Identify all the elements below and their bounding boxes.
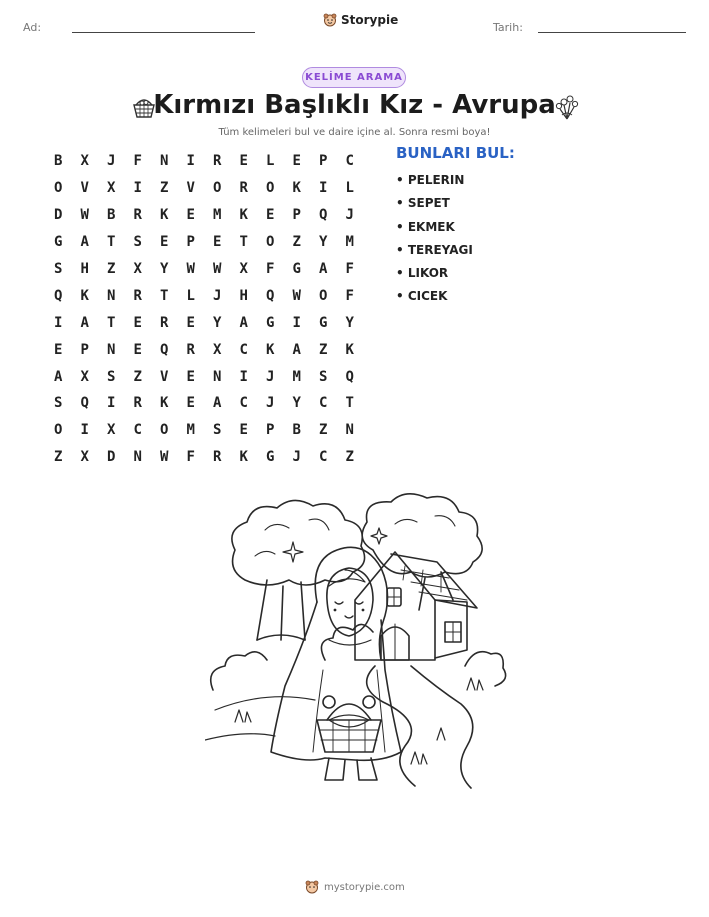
grid-letter[interactable]: H xyxy=(80,261,89,277)
grid-letter[interactable]: C xyxy=(319,395,328,412)
grid-letter[interactable]: R xyxy=(133,207,142,224)
grid-letter[interactable]: K xyxy=(80,287,89,304)
grid-letter[interactable]: X xyxy=(239,261,248,277)
grid-letter[interactable]: G xyxy=(292,261,301,277)
word-list xyxy=(396,171,473,311)
grid-letter[interactable]: J xyxy=(213,287,222,304)
grid-letter[interactable]: I xyxy=(186,153,195,170)
grid-letter[interactable]: N xyxy=(160,153,169,170)
grid-letter[interactable]: C xyxy=(133,422,142,439)
grid-letter[interactable]: T xyxy=(107,234,116,251)
tree-left-canopy xyxy=(232,500,365,585)
grid-letter[interactable]: E xyxy=(133,314,142,331)
grid-letter[interactable]: C xyxy=(239,341,248,358)
grid-letter[interactable]: J xyxy=(266,395,275,412)
grid-letter[interactable]: A xyxy=(80,234,89,251)
grid-letter[interactable]: R xyxy=(186,341,195,358)
grid-letter[interactable]: S xyxy=(54,261,63,277)
grid-letter[interactable]: A xyxy=(292,341,301,358)
grid-letter[interactable]: C xyxy=(345,153,354,170)
grid-letter[interactable]: I xyxy=(292,314,301,331)
grid-letter[interactable]: V xyxy=(80,180,89,197)
grid-letter[interactable]: Q xyxy=(160,341,169,358)
grid-letter[interactable]: S xyxy=(107,368,116,385)
grid-letter[interactable]: J xyxy=(266,368,275,385)
grid-letter[interactable]: Z xyxy=(345,449,354,466)
grid-letter[interactable]: N xyxy=(213,368,222,385)
grid-letter[interactable]: L xyxy=(345,180,354,197)
grid-letter[interactable]: T xyxy=(107,314,116,331)
grid-letter[interactable]: M xyxy=(345,234,354,251)
word-list-title: BUNLARI BUL: xyxy=(396,144,515,162)
grid-letter[interactable]: E xyxy=(54,341,63,358)
grid-letter[interactable]: V xyxy=(186,180,195,197)
grid-letter[interactable]: R xyxy=(213,153,222,170)
grid-letter[interactable]: A xyxy=(80,314,89,331)
grid-letter[interactable]: Y xyxy=(213,314,222,331)
grid-letter[interactable]: J xyxy=(345,207,354,224)
grid-letter[interactable]: X xyxy=(133,261,142,277)
grid-letter[interactable]: I xyxy=(54,314,63,331)
grid-letter[interactable]: Y xyxy=(345,314,354,331)
grid-letter[interactable]: M xyxy=(292,368,301,385)
grid-letter[interactable]: D xyxy=(54,207,63,224)
activity-badge: KELİME ARAMA xyxy=(302,67,406,88)
grid-letter[interactable]: A xyxy=(239,314,248,331)
grid-letter[interactable]: I xyxy=(107,395,116,412)
grid-letter[interactable]: R xyxy=(239,180,248,197)
storypie-logo-icon xyxy=(323,13,337,27)
grid-letter[interactable]: L xyxy=(266,153,275,170)
flowers-icon xyxy=(552,91,582,121)
grid-letter[interactable]: V xyxy=(160,368,169,385)
grid-letter[interactable]: E xyxy=(213,234,222,251)
footer xyxy=(305,880,405,894)
grid-letter[interactable]: K xyxy=(292,180,301,197)
grid-letter[interactable]: O xyxy=(213,180,222,197)
grid-letter[interactable]: N xyxy=(345,422,354,439)
grid-letter[interactable]: A xyxy=(213,395,222,412)
grid-letter[interactable]: X xyxy=(80,153,89,170)
grid-letter[interactable]: S xyxy=(54,395,63,412)
grid-letter[interactable]: R xyxy=(160,314,169,331)
word-search-grid xyxy=(45,148,363,471)
word-list-item: • SEPET xyxy=(396,196,450,211)
grid-letter[interactable]: S xyxy=(133,234,142,251)
grid-letter[interactable]: A xyxy=(319,261,328,277)
grid-letter[interactable]: G xyxy=(266,314,275,331)
grid-letter[interactable]: R xyxy=(133,287,142,304)
grid-letter[interactable]: M xyxy=(186,422,195,439)
grid-letter[interactable]: I xyxy=(133,180,142,197)
grid-letter[interactable]: K xyxy=(266,341,275,358)
grid-letter[interactable]: W xyxy=(160,449,169,466)
grid-letter[interactable]: S xyxy=(319,368,328,385)
little-red-riding-hood-coloring-illustration xyxy=(205,490,515,790)
grid-letter[interactable]: P xyxy=(186,234,195,251)
grid-letter[interactable]: F xyxy=(345,261,354,277)
grid-letter[interactable]: X xyxy=(107,422,116,439)
grid-letter[interactable]: F xyxy=(266,261,275,277)
grid-letter[interactable]: E xyxy=(239,422,248,439)
grid-letter[interactable]: P xyxy=(80,341,89,358)
footer-url[interactable]: mystorypie.com xyxy=(324,881,405,893)
grid-letter[interactable]: E xyxy=(239,153,248,170)
word-list-item: • TEREYAGI xyxy=(396,242,473,257)
grid-letter[interactable]: Q xyxy=(266,287,275,304)
grid-letter[interactable]: K xyxy=(160,395,169,412)
grid-letter[interactable]: Y xyxy=(160,261,169,277)
instructions: Tüm kelimeleri bul ve daire içine al. Sonra resmi boya! xyxy=(218,127,491,138)
grid-letter[interactable]: I xyxy=(80,422,89,439)
grid-letter[interactable]: C xyxy=(239,395,248,412)
grid-letter[interactable]: B xyxy=(107,207,116,224)
grid-letter[interactable]: O xyxy=(319,287,328,304)
date-label: Tarih: xyxy=(493,21,523,34)
grid-letter[interactable]: I xyxy=(319,180,328,197)
grid-letter[interactable]: D xyxy=(107,449,116,466)
grid-letter[interactable]: G xyxy=(266,449,275,466)
grid-letter[interactable]: J xyxy=(292,449,301,466)
grid-letter[interactable]: S xyxy=(213,422,222,439)
grid-letter[interactable]: Z xyxy=(107,261,116,277)
grid-letter[interactable]: E xyxy=(186,368,195,385)
grid-letter[interactable]: Y xyxy=(292,395,301,412)
grid-letter[interactable]: Q xyxy=(345,368,354,385)
grid-letter[interactable]: K xyxy=(239,449,248,466)
grid-letter[interactable]: F xyxy=(186,449,195,466)
grid-letter[interactable]: R xyxy=(213,449,222,466)
grid-letter[interactable]: Z xyxy=(319,341,328,358)
grid-letter[interactable]: B xyxy=(292,422,301,439)
grid-letter[interactable]: E xyxy=(292,153,301,170)
grid-letter[interactable]: Z xyxy=(160,180,169,197)
word-list-item: • CICEK xyxy=(396,289,448,304)
word-list-item: • EKMEK xyxy=(396,219,455,234)
grid-letter[interactable]: P xyxy=(319,153,328,170)
grid-letter[interactable]: W xyxy=(292,287,301,304)
grid-letter[interactable]: X xyxy=(107,180,116,197)
grid-letter[interactable]: M xyxy=(213,207,222,224)
grid-letter[interactable]: K xyxy=(345,341,354,358)
grid-letter[interactable]: C xyxy=(319,449,328,466)
grid-letter[interactable]: E xyxy=(186,395,195,412)
grid-letter[interactable]: L xyxy=(186,287,195,304)
word-list-item: • LIKOR xyxy=(396,266,449,281)
grid-letter[interactable]: F xyxy=(345,287,354,304)
grid-letter[interactable]: Z xyxy=(54,449,63,466)
grid-letter[interactable]: O xyxy=(54,180,63,197)
grid-letter[interactable]: B xyxy=(54,153,63,170)
name-label: Ad: xyxy=(23,21,42,34)
storypie-footer-logo-icon xyxy=(305,880,319,894)
grid-letter[interactable]: O xyxy=(266,180,275,197)
grid-letter[interactable]: N xyxy=(107,341,116,358)
grid-letter[interactable]: N xyxy=(107,287,116,304)
grid-letter[interactable]: Z xyxy=(319,422,328,439)
grid-letter[interactable]: O xyxy=(160,422,169,439)
grid-letter[interactable]: E xyxy=(266,207,275,224)
grid-letter[interactable]: X xyxy=(80,449,89,466)
grid-letter[interactable]: G xyxy=(54,234,63,251)
brand xyxy=(323,13,398,27)
page-title: Kırmızı Başlıklı Kız - Avrupa xyxy=(153,90,556,120)
grid-letter[interactable]: K xyxy=(239,207,248,224)
grid-letter[interactable]: E xyxy=(186,207,195,224)
grid-letter[interactable]: X xyxy=(213,341,222,358)
grid-letter[interactable]: Z xyxy=(292,234,301,251)
grid-letter[interactable]: O xyxy=(54,422,63,439)
grid-letter[interactable]: F xyxy=(133,153,142,170)
grid-letter[interactable]: T xyxy=(345,395,354,412)
grid-letter[interactable]: W xyxy=(213,261,222,277)
grid-letter[interactable]: N xyxy=(133,449,142,466)
girl-hood xyxy=(315,547,387,660)
grid-letter[interactable]: E xyxy=(160,234,169,251)
name-line xyxy=(72,32,255,33)
grid-letter[interactable]: K xyxy=(160,207,169,224)
grid-letter[interactable]: O xyxy=(266,234,275,251)
grid-letter[interactable]: W xyxy=(80,207,89,224)
grid-letter[interactable]: Q xyxy=(319,207,328,224)
grid-letter[interactable]: E xyxy=(186,314,195,331)
grid-letter[interactable]: P xyxy=(292,207,301,224)
grid-letter[interactable]: W xyxy=(186,261,195,277)
girl-cape xyxy=(271,602,401,760)
date-line xyxy=(538,32,686,33)
tree-left-trunk xyxy=(257,580,305,640)
grid-letter[interactable]: H xyxy=(239,287,248,304)
grid-letter[interactable]: J xyxy=(107,153,116,170)
grid-letter[interactable]: T xyxy=(160,287,169,304)
grid-letter[interactable]: Z xyxy=(133,368,142,385)
grid-letter[interactable]: P xyxy=(266,422,275,439)
grid-letter[interactable]: I xyxy=(239,368,248,385)
tree-right-canopy xyxy=(362,494,482,577)
grid-letter[interactable]: Y xyxy=(319,234,328,251)
word-list-item: • PELERIN xyxy=(396,173,465,187)
brand-name: Storypie xyxy=(341,13,399,27)
grid-letter[interactable]: Q xyxy=(80,395,89,412)
grid-letter[interactable]: X xyxy=(80,368,89,385)
grid-letter[interactable]: E xyxy=(133,341,142,358)
grid-letter[interactable]: A xyxy=(54,368,63,385)
grid-letter[interactable]: Q xyxy=(54,287,63,304)
grid-letter[interactable]: T xyxy=(239,234,248,251)
grid-letter[interactable]: R xyxy=(133,395,142,412)
grid-letter[interactable]: G xyxy=(319,314,328,331)
